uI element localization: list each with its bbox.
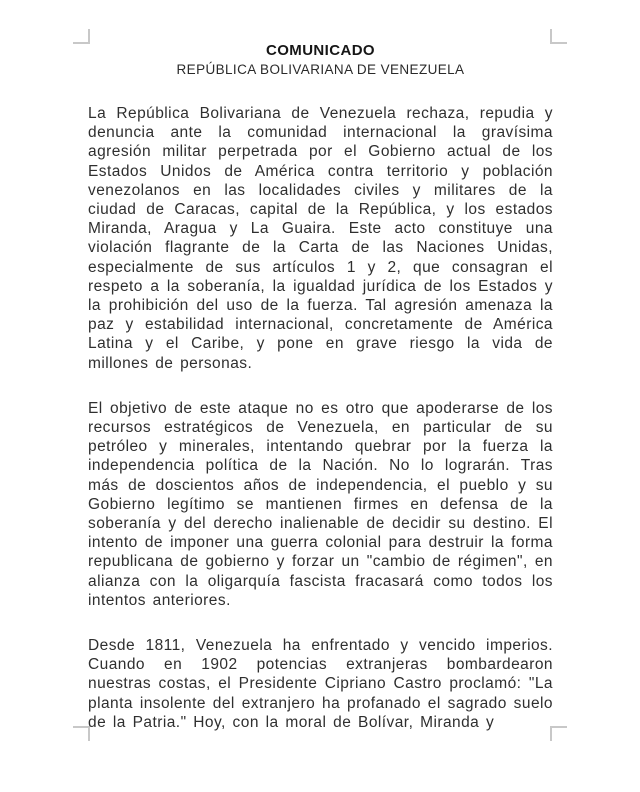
paragraph-3: Desde 1811, Venezuela ha enfrentado y vencido imperios. Cuando en 1902 potencias extranjeras bombardearon nuestras costas, el Presidente Cipriano Castro proclamó: "La planta insolente del extranjero ha profanado el sagrado suelo de la Patria." Hoy, con la moral de Bolívar, Miranda y [88, 637, 553, 731]
document-content [88, 42, 553, 732]
document-title: COMUNICADO [266, 42, 375, 59]
document-subtitle: REPÚBLICA BOLIVARIANA DE VENEZUELA [176, 62, 465, 77]
paragraph-2: El objetivo de este ataque no es otro que apoderarse de los recursos estratégicos de Venezuela, en particular de su petróleo y minerales, intentando quebrar por la fuerza la independencia política de la Nación. No lo lograrán. Tras más de doscientos años de independencia, el pueblo y su Gobierno legítimo se mantienen firmes en defensa de la soberanía y del derecho inalienable de decidir su destino. El intento de imponer una guerra colonial para destruir la forma republicana de gobierno y forzar un "cambio de régimen", en alianza con la oligarquía fascista fracasará como todos los intentos anteriores. [88, 399, 553, 609]
paragraph-1: La República Bolivariana de Venezuela rechaza, repudia y denuncia ante la comunidad internacional la gravísima agresión militar perpetrada por el Gobierno actual de los Estados Unidos de América contra territorio y población venezolanos en las localidades civiles y militares de la ciudad de Caracas, capital de la República, y los estados Miranda, Aragua y La Guaira. Este acto constituye una violación flagrante de la Carta de las Naciones Unidas, especialmente de sus artículos 1 y 2, que consagran el respeto a la soberanía, la igualdad jurídica de los Estados y la prohibición del uso de la fuerza. Tal agresión amenaza la paz y estabilidad internacional, concretamente de América Latina y el Caribe, y pone en grave riesgo la vida de millones de personas. [88, 105, 553, 372]
